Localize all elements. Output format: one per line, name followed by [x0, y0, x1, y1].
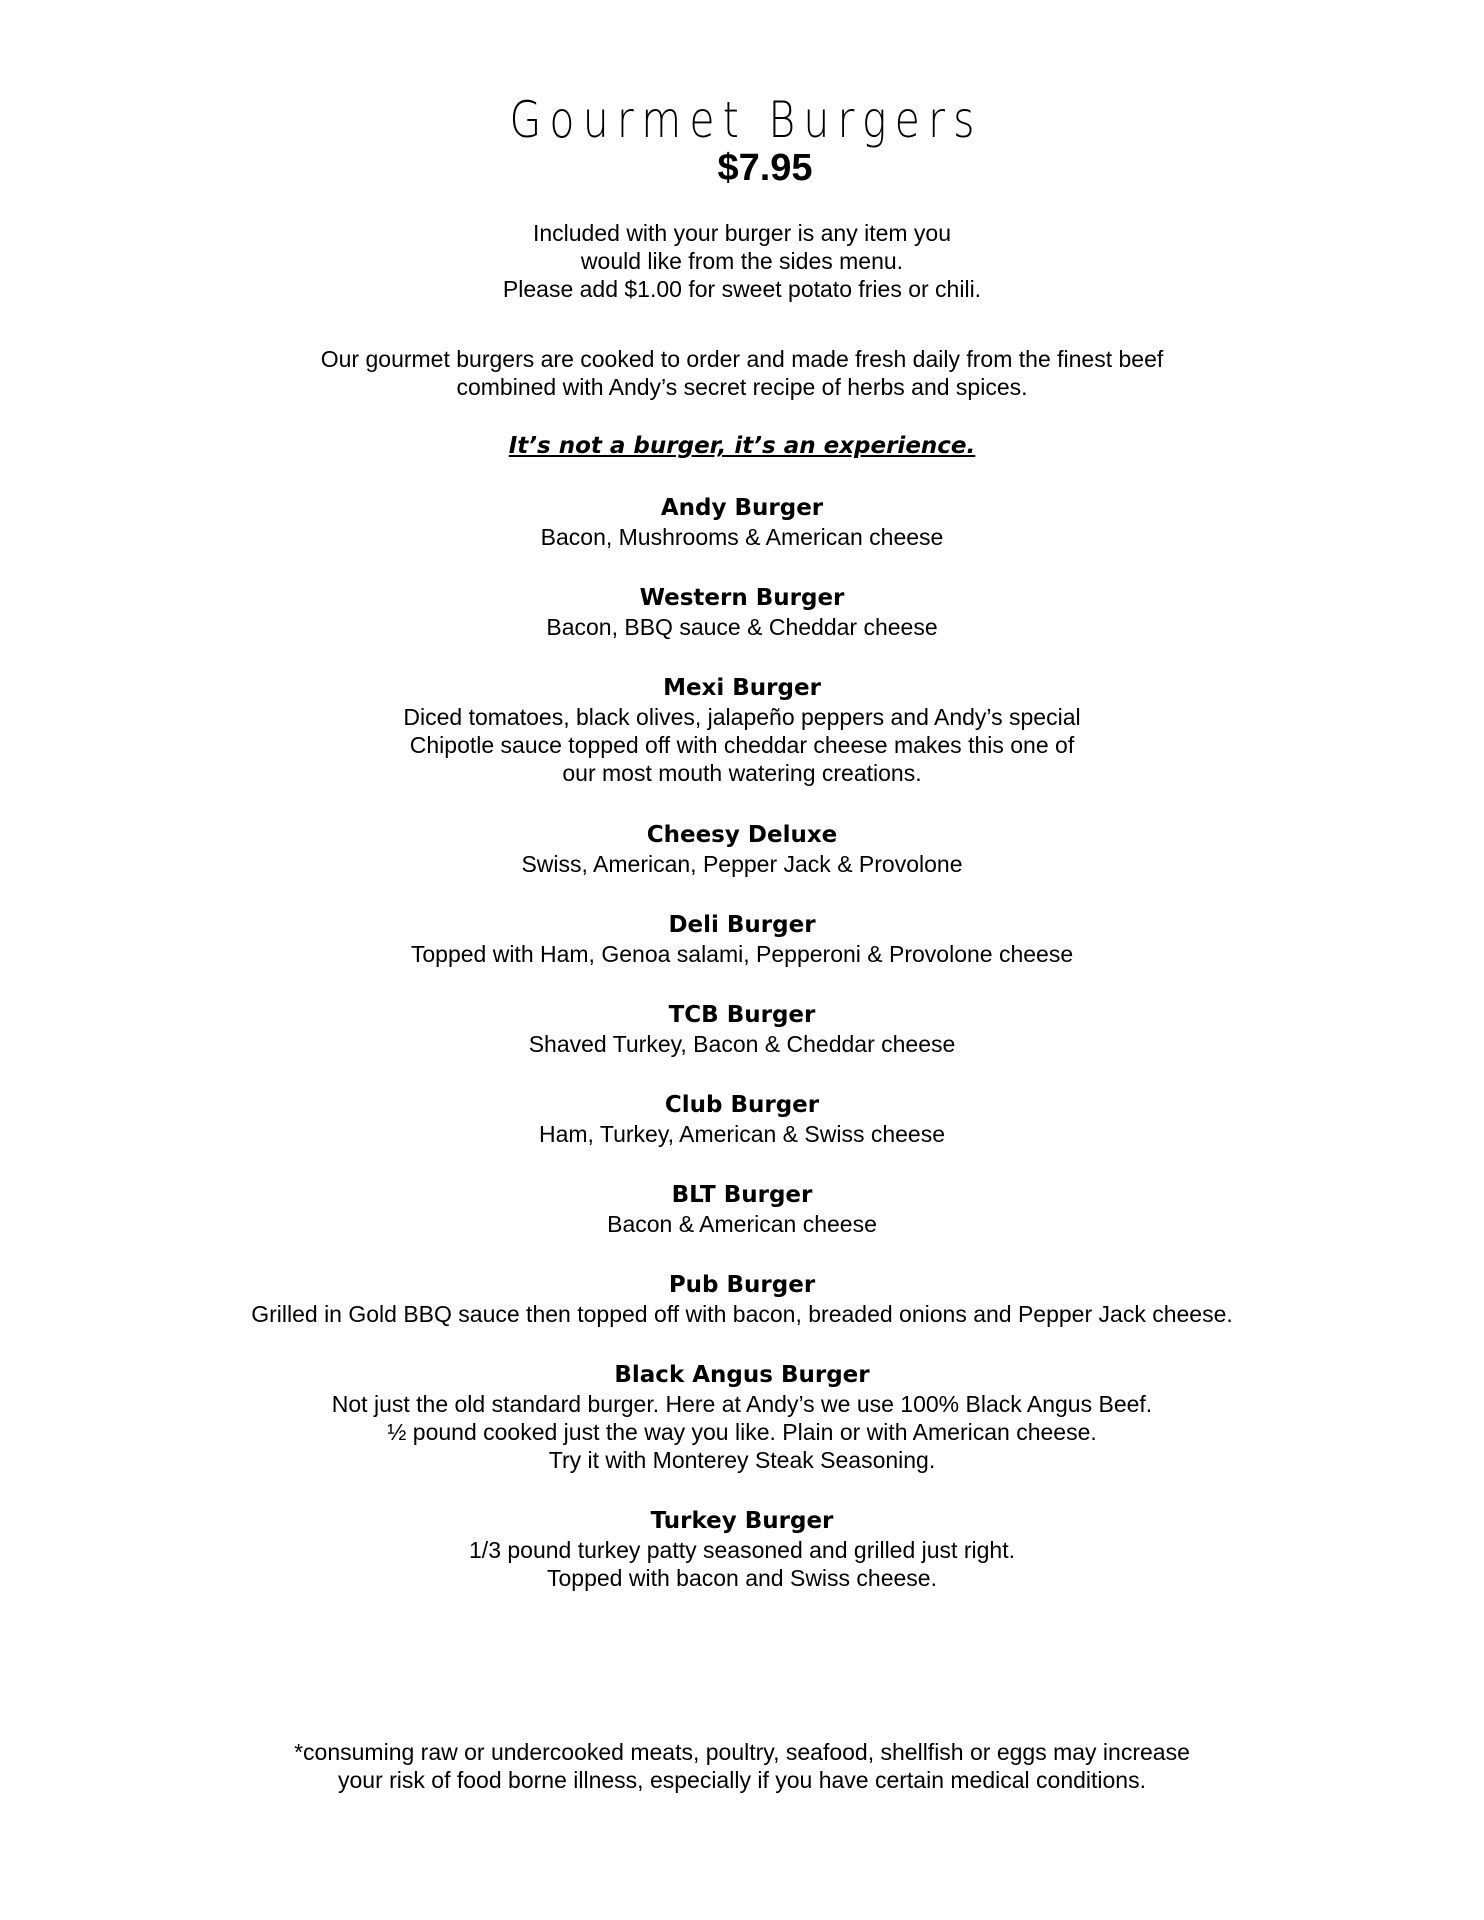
menu-item-name: Deli Burger [668, 912, 816, 938]
menu-item-desc: our most mouth watering creations. [562, 760, 922, 786]
menu-item-desc: Ham, Turkey, American & Swiss cheese [538, 1121, 946, 1147]
page-title: Gourmet Burgers [509, 91, 983, 149]
menu-item [0, 1360, 1484, 1474]
menu-item-name: BLT Burger [671, 1182, 813, 1208]
burger-description [0, 345, 1484, 401]
menu-item-name: Black Angus Burger [614, 1362, 870, 1388]
food-safety-disclaimer [0, 1738, 1484, 1794]
tagline-block [0, 432, 1484, 460]
menu-item-name: Turkey Burger [650, 1508, 834, 1534]
menu-item-desc: Grilled in Gold BBQ sauce then topped off with bacon, breaded onions and Pepper Jack cheese. [251, 1301, 1233, 1327]
menu-item-desc: Shaved Turkey, Bacon & Cheddar cheese [528, 1031, 956, 1057]
burger-description-line: combined with Andy’s secret recipe of herbs and spices. [456, 374, 1028, 400]
menu-item-desc: Topped with Ham, Genoa salami, Pepperoni & Provolone cheese [410, 941, 1074, 967]
menu-item-desc: Try it with Monterey Steak Seasoning. [548, 1447, 936, 1473]
menu-item-desc: Diced tomatoes, black olives, jalapeño peppers and Andy’s special [403, 704, 1081, 730]
menu-item [0, 583, 1484, 641]
menu-item-desc: Bacon, BBQ sauce & Cheddar cheese [546, 614, 938, 640]
menu-item-desc: Bacon & American cheese [607, 1211, 877, 1237]
menu-item [0, 1180, 1484, 1238]
menu-item-name: Club Burger [664, 1092, 820, 1118]
price: $7.95 [717, 147, 813, 189]
menu-item-name: Pub Burger [668, 1272, 816, 1298]
menu-item-desc: Not just the old standard burger. Here at Andy’s we use 100% Black Angus Beef. [331, 1391, 1153, 1417]
burger-description-line: Our gourmet burgers are cooked to order and made fresh daily from the finest beef [320, 346, 1164, 372]
menu-item [0, 1270, 1484, 1328]
menu-item [0, 1000, 1484, 1058]
menu-item [0, 673, 1484, 787]
menu-item-desc: Topped with bacon and Swiss cheese. [547, 1565, 937, 1591]
sides-note-line: Please add $1.00 for sweet potato fries or chili. [502, 276, 982, 302]
menu-item-desc: ½ pound cooked just the way you like. Plain or with American cheese. [387, 1419, 1097, 1445]
sides-note [0, 219, 1484, 303]
menu-item-name: TCB Burger [668, 1002, 816, 1028]
disclaimer-line: *consuming raw or undercooked meats, poultry, seafood, shellfish or eggs may increase [294, 1739, 1190, 1765]
menu-item [0, 820, 1484, 878]
menu-item-name: Western Burger [639, 585, 845, 611]
menu-item-name: Andy Burger [660, 495, 824, 521]
disclaimer-line: your risk of food borne illness, especially if you have certain medical conditions. [338, 1767, 1146, 1793]
tagline: It’s not a burger, it’s an experience. [508, 433, 976, 459]
menu-item-desc: Bacon, Mushrooms & American cheese [540, 524, 944, 550]
menu-item-desc: 1/3 pound turkey patty seasoned and grilled just right. [469, 1537, 1015, 1563]
menu-item-name: Mexi Burger [663, 675, 821, 701]
sides-note-line: Included with your burger is any item you [532, 220, 952, 246]
menu-item [0, 910, 1484, 968]
menu-item-desc: Swiss, American, Pepper Jack & Provolone [521, 851, 963, 877]
menu-item [0, 1090, 1484, 1148]
menu-item [0, 1506, 1484, 1592]
menu-item [0, 493, 1484, 551]
sides-note-line: would like from the sides menu. [580, 248, 904, 274]
menu-item-desc: Chipotle sauce topped off with cheddar cheese makes this one of [409, 732, 1075, 758]
menu-item-name: Cheesy Deluxe [646, 822, 838, 848]
